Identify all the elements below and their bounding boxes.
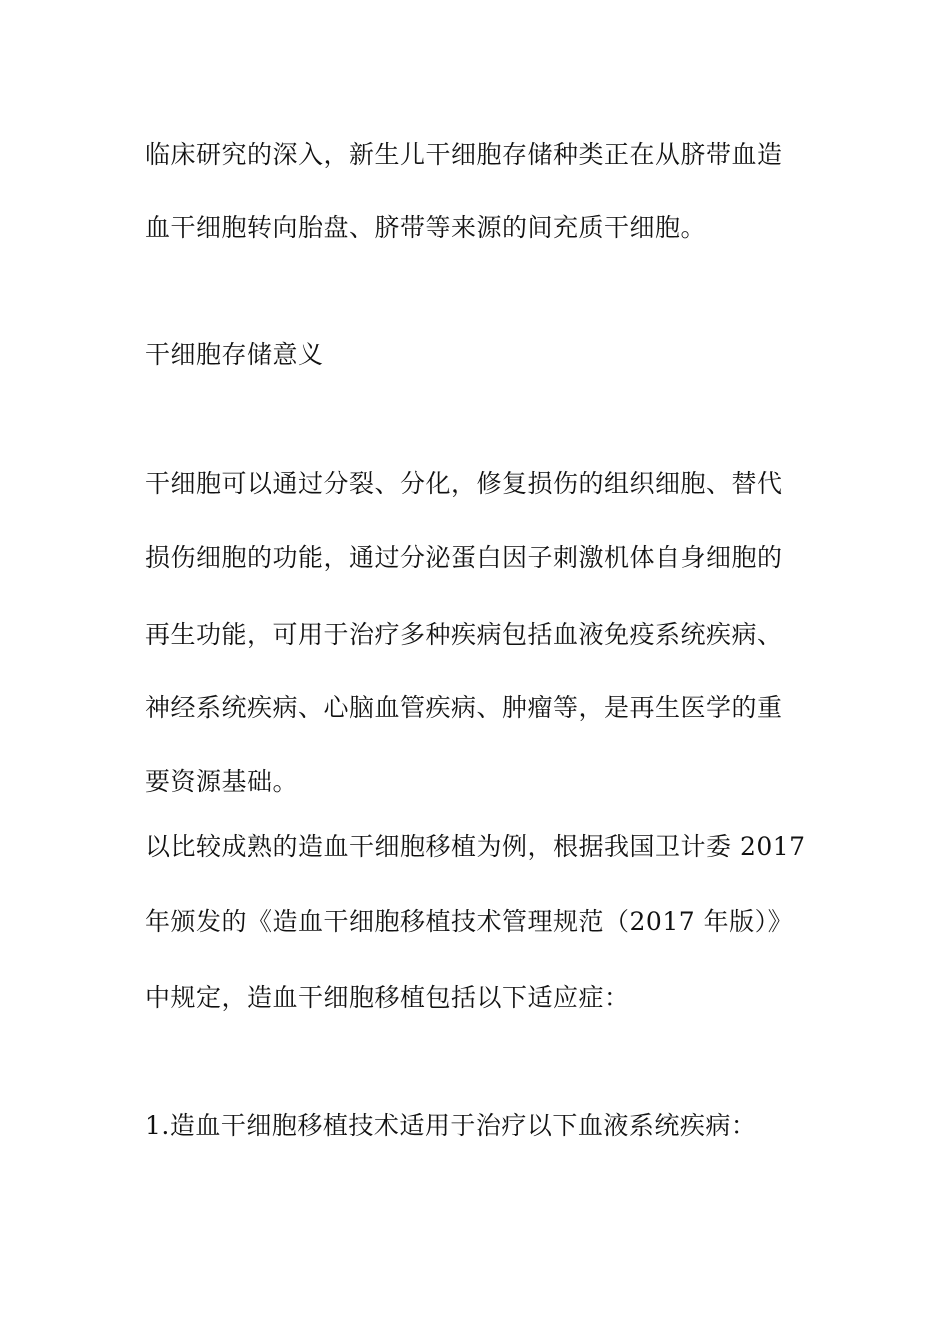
paragraph-2-line-2: 损伤细胞的功能，通过分泌蛋白因子刺激机体自身细胞的	[145, 543, 783, 572]
paragraph-3-line-1: 以比较成熟的造血干细胞移植为例，根据我国卫计委 2017	[145, 832, 806, 861]
paragraph-2-line-5: 要资源基础。	[145, 767, 299, 796]
section-heading: 干细胞存储意义	[145, 340, 324, 369]
paragraph-1-line-1: 临床研究的深入，新生儿干细胞存储种类正在从脐带血造	[145, 140, 783, 169]
paragraph-2-line-1: 干细胞可以通过分裂、分化，修复损伤的组织细胞、替代	[145, 469, 783, 498]
list-item-1: 1.造血干细胞移植技术适用于治疗以下血液系统疾病：	[145, 1111, 757, 1140]
paragraph-3-line-3: 中规定，造血干细胞移植包括以下适应症：	[145, 983, 630, 1012]
paragraph-2-line-4: 神经系统疾病、心脑血管疾病、肿瘤等，是再生医学的重	[145, 693, 783, 722]
paragraph-3-line-2: 年颁发的《造血干细胞移植技术管理规范（2017 年版）》	[145, 907, 794, 936]
paragraph-1-line-2: 血干细胞转向胎盘、脐带等来源的间充质干细胞。	[145, 213, 707, 242]
paragraph-2-line-3: 再生功能，可用于治疗多种疾病包括血液免疫系统疾病、	[145, 620, 783, 649]
